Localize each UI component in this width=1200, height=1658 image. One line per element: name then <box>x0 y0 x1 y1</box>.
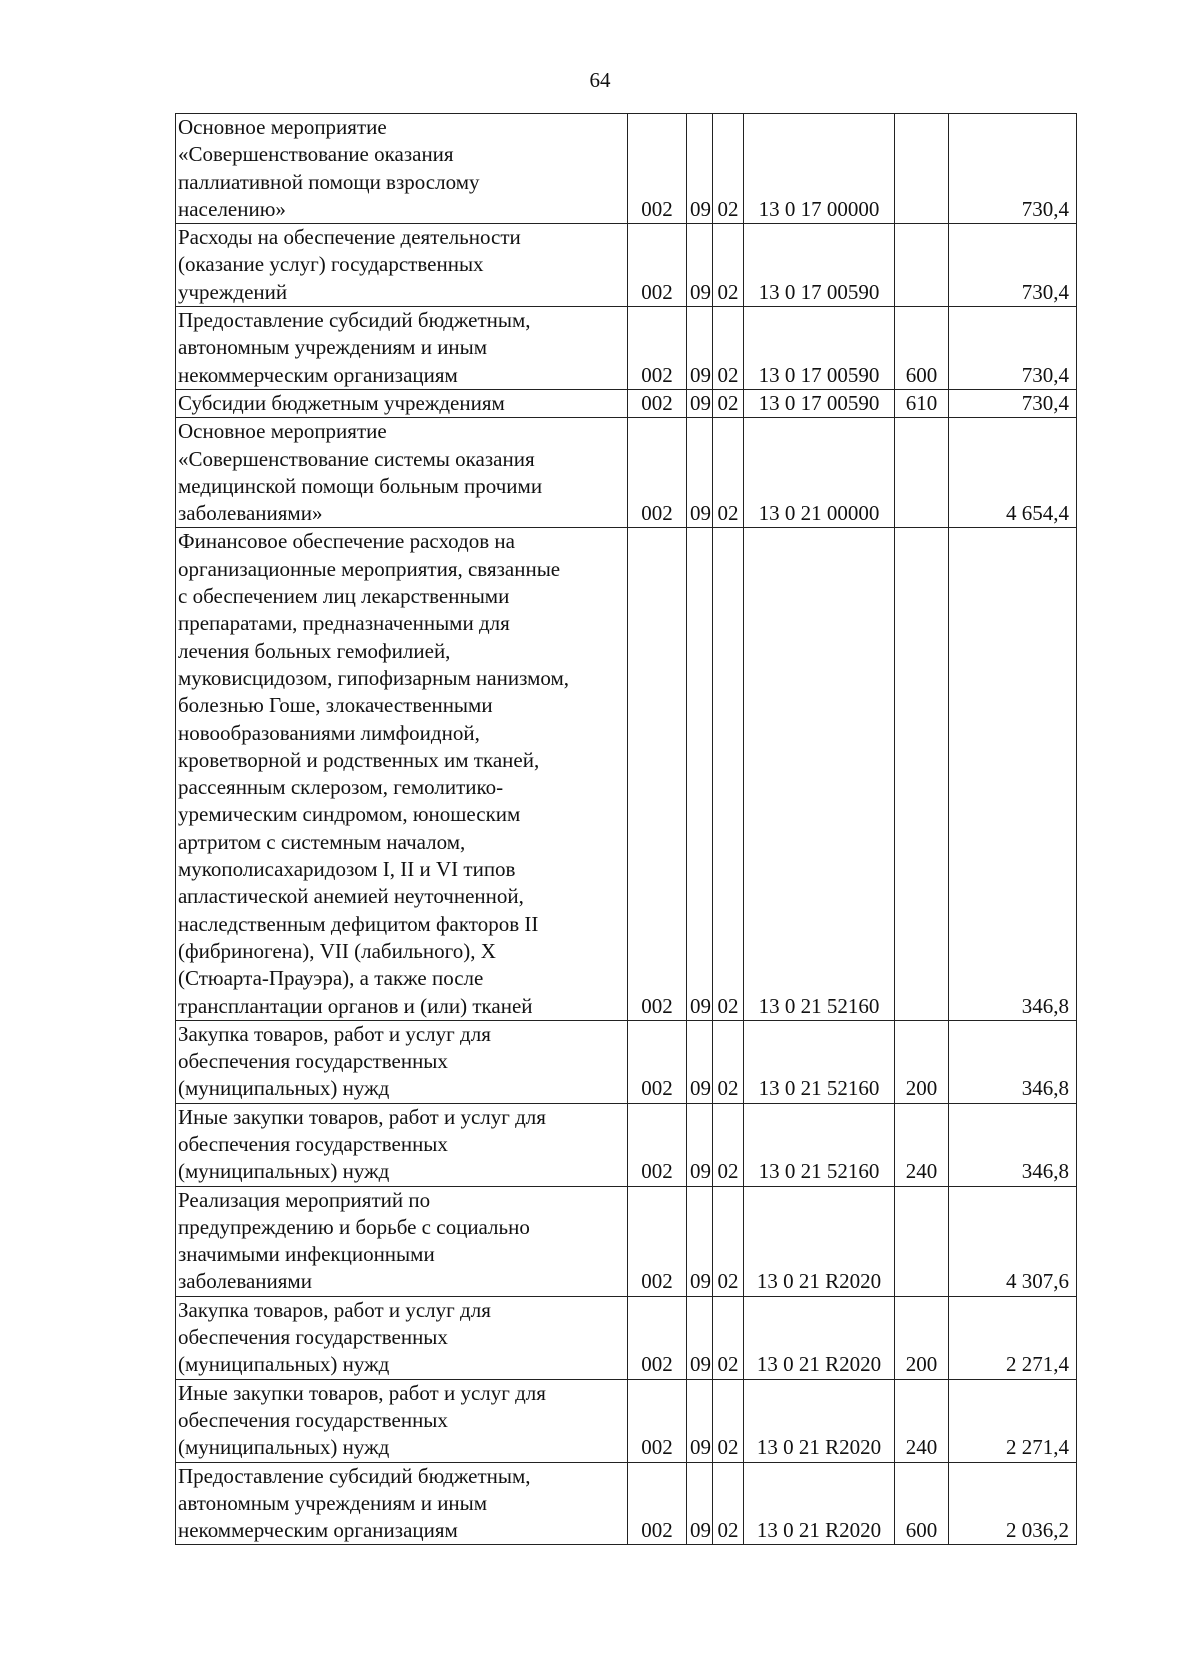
row-name-line: артритом с системным началом, <box>178 829 466 854</box>
expense-type-code <box>895 528 949 1020</box>
table-row <box>176 1296 1077 1379</box>
table-row <box>176 1020 1077 1103</box>
ministry-code: 002 <box>628 389 687 417</box>
amount: 346,8 <box>949 1020 1077 1103</box>
amount: 2 036,2 <box>949 1462 1077 1545</box>
row-name-line: Основное мероприятие <box>178 419 387 444</box>
subsection-code: 02 <box>713 1186 744 1296</box>
row-name-line: Финансовое обеспечение расходов на <box>178 529 515 554</box>
expense-type-code <box>895 1186 949 1296</box>
target-article-code: 13 0 17 00000 <box>744 114 895 224</box>
row-name <box>176 307 628 390</box>
subsection-code: 02 <box>713 224 744 307</box>
row-name-line: паллиативной помощи взрослому <box>178 169 480 194</box>
target-article-code: 13 0 21 52160 <box>744 1103 895 1186</box>
row-name-line: заболеваниями <box>178 1269 312 1294</box>
subsection-code: 02 <box>713 114 744 224</box>
row-name-line: Закупка товаров, работ и услуг для <box>178 1021 491 1046</box>
row-name-line: (оказание услуг) государственных <box>178 252 484 277</box>
row-name-line: (муниципальных) нужд <box>178 1159 390 1184</box>
row-name-line: наследственным дефицитом факторов II <box>178 911 539 936</box>
target-article-code: 13 0 21 52160 <box>744 528 895 1020</box>
row-name-line: «Совершенствование системы оказания <box>178 446 535 471</box>
target-article-code: 13 0 21 R2020 <box>744 1186 895 1296</box>
ministry-code: 002 <box>628 1186 687 1296</box>
section-code: 09 <box>687 389 713 417</box>
expense-type-code <box>895 224 949 307</box>
amount: 346,8 <box>949 1103 1077 1186</box>
row-name-line: населению» <box>178 196 286 221</box>
section-code: 09 <box>687 224 713 307</box>
row-name-line: рассеянным склерозом, гемолитико- <box>178 775 504 800</box>
row-name-line: Иные закупки товаров, работ и услуг для <box>178 1380 546 1405</box>
row-name-line: предупреждению и борьбе с социально <box>178 1214 530 1239</box>
target-article-code: 13 0 17 00590 <box>744 307 895 390</box>
row-name-line: Предоставление субсидий бюджетным, <box>178 1463 531 1488</box>
row-name <box>176 1462 628 1545</box>
row-name <box>176 224 628 307</box>
row-name-line: кроветворной и родственных им тканей, <box>178 747 540 772</box>
subsection-code: 02 <box>713 389 744 417</box>
table-row <box>176 389 1077 417</box>
amount: 730,4 <box>949 224 1077 307</box>
row-name-line: обеспечения государственных <box>178 1407 448 1432</box>
row-name-line: учреждений <box>178 279 288 304</box>
row-name-line: Расходы на обеспечение деятельности <box>178 225 521 250</box>
row-name-line: Основное мероприятие <box>178 115 387 139</box>
section-code: 09 <box>687 1296 713 1379</box>
row-name-line: обеспечения государственных <box>178 1049 448 1074</box>
subsection-code: 02 <box>713 1103 744 1186</box>
section-code: 09 <box>687 528 713 1020</box>
budget-table <box>175 113 1077 1545</box>
ministry-code: 002 <box>628 114 687 224</box>
section-code: 09 <box>687 1020 713 1103</box>
ministry-code: 002 <box>628 1020 687 1103</box>
target-article-code: 13 0 21 R2020 <box>744 1379 895 1462</box>
table-row <box>176 307 1077 390</box>
row-name-line: препаратами, предназначенными для <box>178 611 510 636</box>
row-name-line: уремическим синдромом, юношеским <box>178 802 521 827</box>
row-name-line: (муниципальных) нужд <box>178 1435 390 1460</box>
row-name-line: (фибриногена), VII (лабильного), X <box>178 938 496 963</box>
row-name-line: (Стюарта-Прауэра), а также после <box>178 966 484 991</box>
section-code: 09 <box>687 1462 713 1545</box>
row-name-line: некоммерческим организациям <box>178 1518 458 1543</box>
amount: 4 307,6 <box>949 1186 1077 1296</box>
row-name <box>176 418 628 528</box>
table-row <box>176 1462 1077 1545</box>
expense-type-code: 600 <box>895 1462 949 1545</box>
target-article-code: 13 0 21 R2020 <box>744 1462 895 1545</box>
subsection-code: 02 <box>713 1379 744 1462</box>
row-name-line: некоммерческим организациям <box>178 362 458 387</box>
expense-type-code <box>895 114 949 224</box>
expense-type-code: 610 <box>895 389 949 417</box>
amount: 730,4 <box>949 389 1077 417</box>
table-row <box>176 1186 1077 1296</box>
amount: 730,4 <box>949 307 1077 390</box>
row-name <box>176 389 628 417</box>
row-name <box>176 528 628 1020</box>
row-name-line: Закупка товаров, работ и услуг для <box>178 1297 491 1322</box>
expense-type-code <box>895 418 949 528</box>
expense-type-code: 240 <box>895 1379 949 1462</box>
amount: 2 271,4 <box>949 1379 1077 1462</box>
amount: 730,4 <box>949 114 1077 224</box>
target-article-code: 13 0 17 00590 <box>744 389 895 417</box>
table-row <box>176 1103 1077 1186</box>
row-name <box>176 1103 628 1186</box>
row-name-line: новообразованиями лимфоидной, <box>178 720 480 745</box>
ministry-code: 002 <box>628 418 687 528</box>
amount: 2 271,4 <box>949 1296 1077 1379</box>
ministry-code: 002 <box>628 1462 687 1545</box>
row-name-line: болезнью Гоше, злокачественными <box>178 693 493 718</box>
row-name <box>176 1379 628 1462</box>
subsection-code: 02 <box>713 528 744 1020</box>
target-article-code: 13 0 21 00000 <box>744 418 895 528</box>
target-article-code: 13 0 21 R2020 <box>744 1296 895 1379</box>
expense-type-code: 600 <box>895 307 949 390</box>
section-code: 09 <box>687 307 713 390</box>
row-name <box>176 1296 628 1379</box>
row-name-line: обеспечения государственных <box>178 1131 448 1156</box>
row-name-line: Субсидии бюджетным учреждениям <box>178 390 505 415</box>
row-name <box>176 114 628 224</box>
ministry-code: 002 <box>628 1296 687 1379</box>
section-code: 09 <box>687 1186 713 1296</box>
target-article-code: 13 0 21 52160 <box>744 1020 895 1103</box>
row-name <box>176 1186 628 1296</box>
row-name-line: обеспечения государственных <box>178 1325 448 1350</box>
row-name-line: трансплантации органов и (или) тканей <box>178 993 533 1018</box>
row-name-line: медицинской помощи больным прочими <box>178 473 543 498</box>
row-name-line: апластической анемией неуточненной, <box>178 884 524 909</box>
section-code: 09 <box>687 114 713 224</box>
table-row <box>176 224 1077 307</box>
expense-type-code: 240 <box>895 1103 949 1186</box>
subsection-code: 02 <box>713 1462 744 1545</box>
row-name-line: Реализация мероприятий по <box>178 1187 431 1212</box>
budget-table-body <box>176 114 1077 1545</box>
page-number: 64 <box>589 68 611 92</box>
subsection-code: 02 <box>713 418 744 528</box>
row-name-line: (муниципальных) нужд <box>178 1352 390 1377</box>
row-name-line: лечения больных гемофилией, <box>178 638 451 663</box>
row-name-line: (муниципальных) нужд <box>178 1076 390 1101</box>
table-row <box>176 528 1077 1020</box>
row-name-line: заболеваниями» <box>178 501 323 526</box>
row-name-line: автономным учреждениям и иным <box>178 1490 488 1515</box>
table-row <box>176 418 1077 528</box>
ministry-code: 002 <box>628 224 687 307</box>
target-article-code: 13 0 17 00590 <box>744 224 895 307</box>
table-row <box>176 114 1077 224</box>
section-code: 09 <box>687 418 713 528</box>
ministry-code: 002 <box>628 1379 687 1462</box>
row-name-line: автономным учреждениям и иным <box>178 335 488 360</box>
row-name-line: с обеспечением лиц лекарственными <box>178 584 510 609</box>
row-name <box>176 1020 628 1103</box>
subsection-code: 02 <box>713 307 744 390</box>
amount: 346,8 <box>949 528 1077 1020</box>
section-code: 09 <box>687 1379 713 1462</box>
row-name-line: Иные закупки товаров, работ и услуг для <box>178 1104 546 1129</box>
row-name-line: мукополисахаридозом I, II и VI типов <box>178 857 516 882</box>
ministry-code: 002 <box>628 528 687 1020</box>
row-name-line: «Совершенствование оказания <box>178 142 454 167</box>
row-name-line: организационные мероприятия, связанные <box>178 556 561 581</box>
amount: 4 654,4 <box>949 418 1077 528</box>
table-row <box>176 1379 1077 1462</box>
ministry-code: 002 <box>628 307 687 390</box>
row-name-line: муковисцидозом, гипофизарным нанизмом, <box>178 665 570 690</box>
section-code: 09 <box>687 1103 713 1186</box>
expense-type-code: 200 <box>895 1020 949 1103</box>
ministry-code: 002 <box>628 1103 687 1186</box>
expense-type-code: 200 <box>895 1296 949 1379</box>
subsection-code: 02 <box>713 1020 744 1103</box>
subsection-code: 02 <box>713 1296 744 1379</box>
row-name-line: Предоставление субсидий бюджетным, <box>178 308 531 333</box>
row-name-line: значимыми инфекционными <box>178 1242 435 1267</box>
